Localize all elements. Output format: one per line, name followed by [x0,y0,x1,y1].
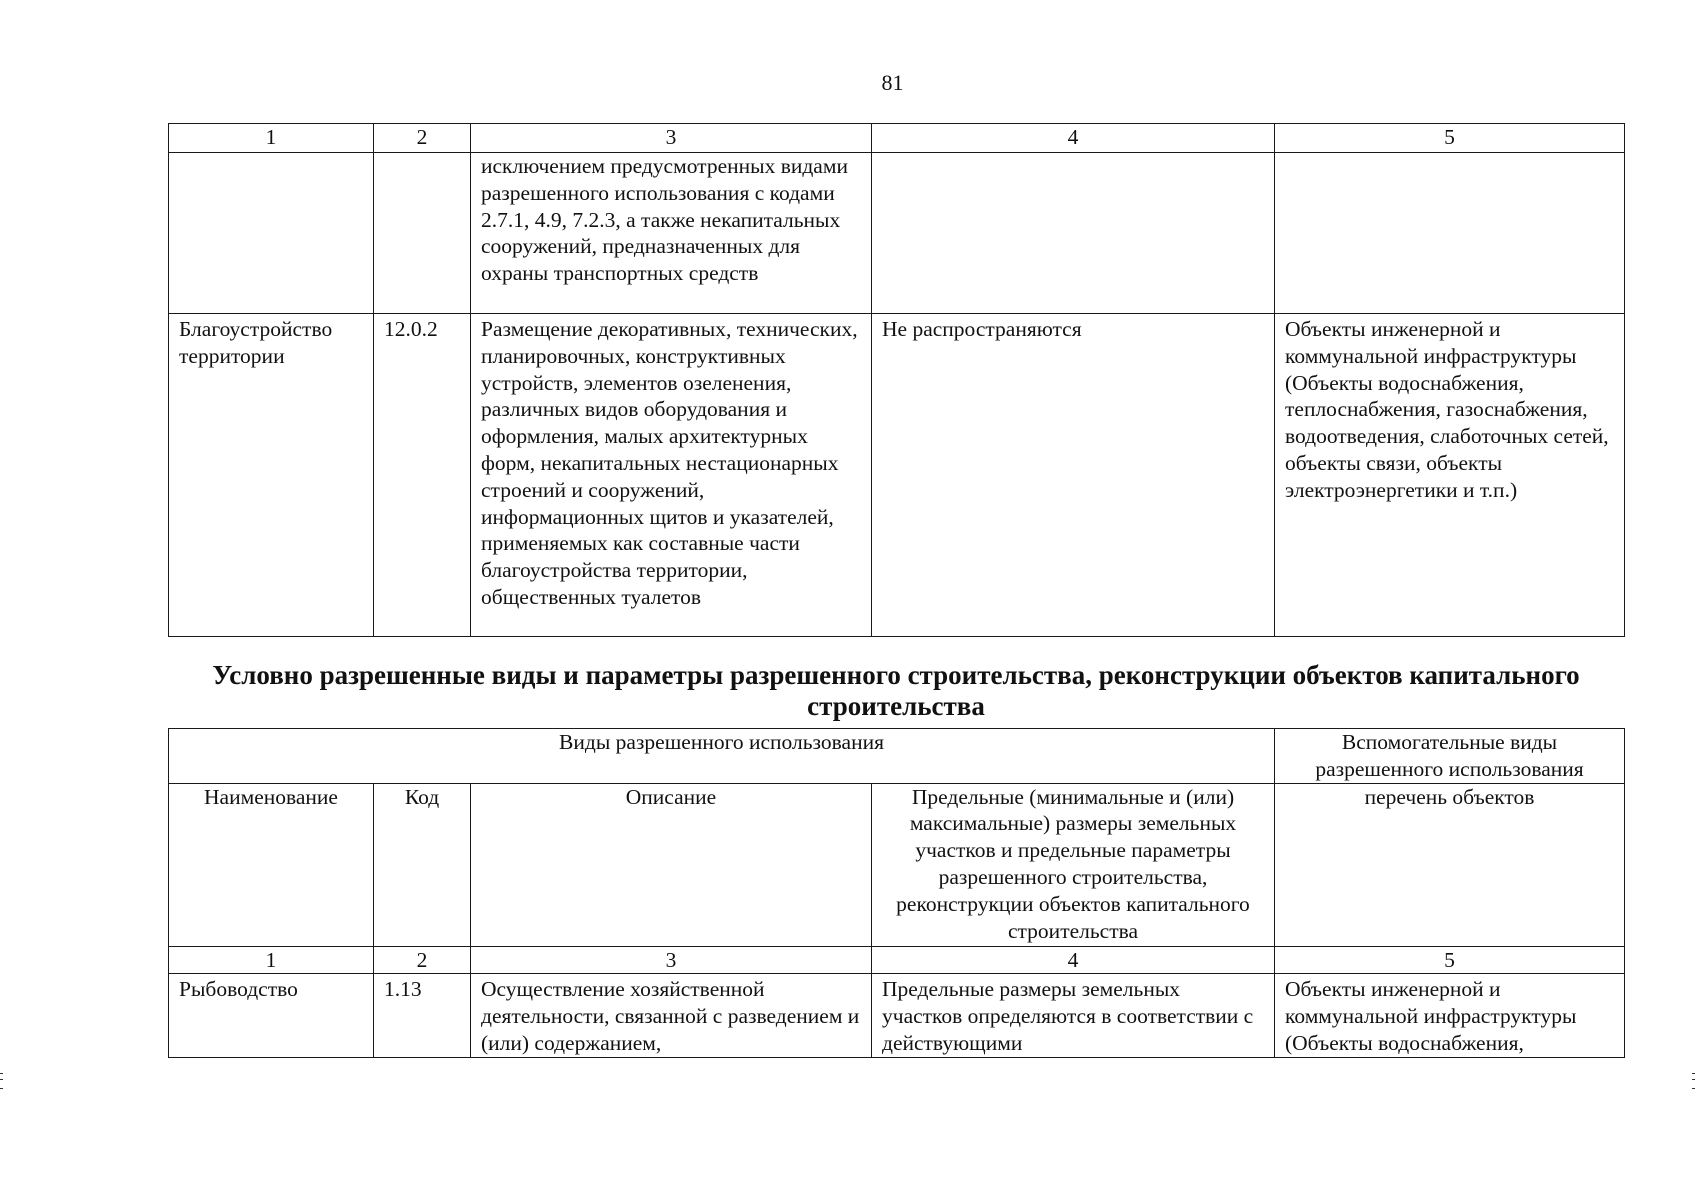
use-name-cell [169,153,374,314]
column-number: 5 [1275,124,1625,153]
conditionally-permitted-use-table [168,728,1625,1058]
auxiliary-uses-cell: Объекты инженерной и коммунальной инфраструктуры (Объекты водоснабжения, теплоснабжения, газоснабжения, водоотведения, слаботочных сетей, объекты связи, объекты электроэнергетики и т.п.) [1275,314,1625,637]
column-header-row [169,783,1625,946]
column-number: 5 [1275,946,1625,974]
auxiliary-uses-cell [1275,153,1625,314]
table-row [169,314,1625,637]
limits-cell: Не распространяются [872,314,1275,637]
use-code-cell: 1.13 [374,974,471,1057]
group-header-row [169,729,1625,784]
section-heading: Условно разрешенные виды и параметры разрешенного строительства, реконструкции объектов капитального строительства [212,660,1580,721]
permitted-use-table-continued [168,123,1625,637]
table-row [169,974,1625,1057]
column-number: 3 [471,124,872,153]
scan-edge-mark-left [0,1073,3,1089]
header-limits: Предельные (минимальные и (или) максимальные) размеры земельных участков и предельные параметры разрешенного строительства, реконструкции объектов капитального строительства [872,783,1275,946]
permitted-uses-group-header: Виды разрешенного использования [169,729,1275,784]
limits-cell [872,153,1275,314]
scan-edge-mark-right [1692,1073,1695,1089]
column-number: 1 [169,946,374,974]
use-name-cell: Рыбоводство [169,974,374,1057]
use-name-cell: Благоустройство территории [169,314,374,637]
column-number: 2 [374,946,471,974]
header-code: Код [374,783,471,946]
header-name: Наименование [169,783,374,946]
use-code-cell: 12.0.2 [374,314,471,637]
column-number: 1 [169,124,374,153]
column-number: 2 [374,124,471,153]
column-number: 3 [471,946,872,974]
page-number: 81 [881,70,904,95]
use-description-cell: исключением предусмотренных видами разрешенного использования с кодами 2.7.1, 4.9, 7.2.3, а также некапитальных сооружений, предназначенных для охраны транспортных средств [471,153,872,314]
header-description: Описание [471,783,872,946]
column-number: 4 [872,946,1275,974]
column-number-row [169,124,1625,153]
column-number-row [169,946,1625,974]
table-row [169,153,1625,314]
use-code-cell [374,153,471,314]
limits-cell: Предельные размеры земельных участков определяются в соответствии с действующими [872,974,1275,1057]
header-auxiliary: перечень объектов [1275,783,1625,946]
use-description-cell: Осуществление хозяйственной деятельности, связанной с разведением и (или) содержанием, [471,974,872,1057]
column-number: 4 [872,124,1275,153]
auxiliary-uses-cell: Объекты инженерной и коммунальной инфраструктуры (Объекты водоснабжения, [1275,974,1625,1057]
use-description-cell: Размещение декоративных, технических, планировочных, конструктивных устройств, элементов озеленения, различных видов оборудования и оформления, малых архитектурных форм, некапитальных нестационарных строений и сооружений, информационных щитов и указателей, применяемых как составные части благоустройства территории, общественных туалетов [471,314,872,637]
auxiliary-uses-group-header: Вспомогательные виды разрешенного использования [1275,729,1625,784]
